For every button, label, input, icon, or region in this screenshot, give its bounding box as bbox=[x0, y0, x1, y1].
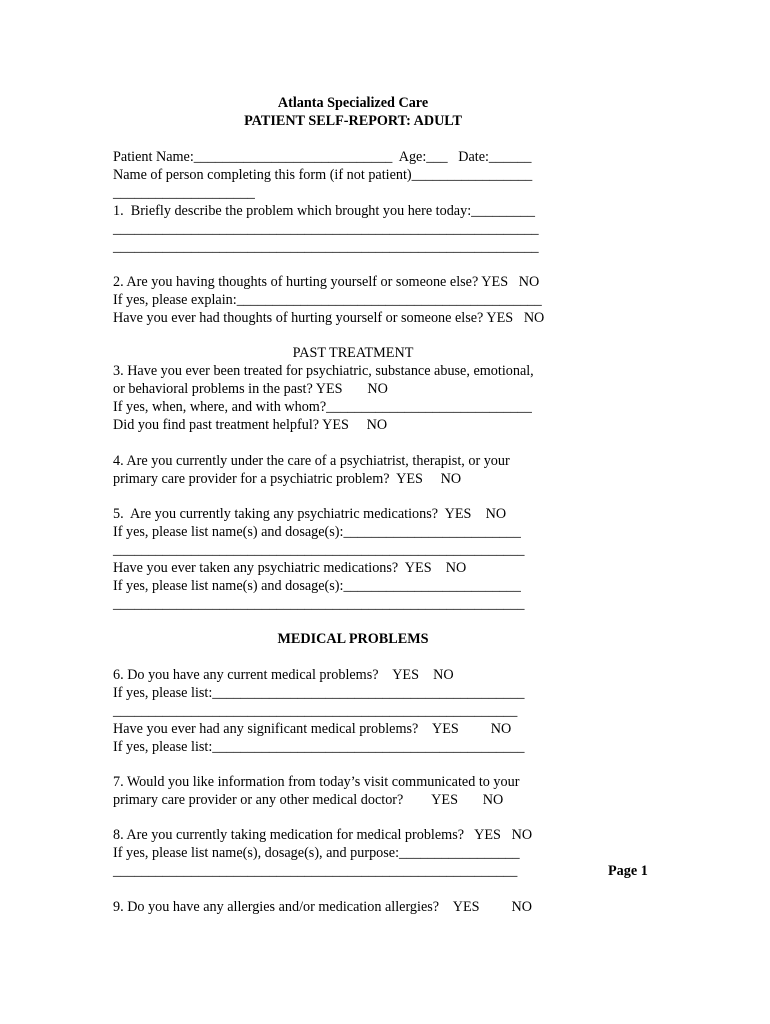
q6-line-2: If yes, please list:____________________________________________ bbox=[113, 685, 525, 701]
q3-line-4: Did you find past treatment helpful? YES NO bbox=[113, 417, 388, 433]
q2-ever-hurting-thoughts: Have you ever had thoughts of hurting yourself or someone else? YES NO bbox=[113, 310, 545, 326]
org-name: Atlanta Specialized Care bbox=[277, 95, 429, 111]
completer-name-continuation: ____________________ bbox=[113, 185, 255, 201]
q6-line-3: Have you ever had any significant medical problems? YES NO bbox=[113, 721, 512, 737]
q9-line-1: 9. Do you have any allergies and/or medication allergies? YES NO bbox=[113, 899, 532, 915]
q2-hurting-thoughts: 2. Are you having thoughts of hurting yourself or someone else? YES NO bbox=[113, 274, 540, 290]
q5-line-2: If yes, please list name(s) and dosage(s):_________________________ bbox=[113, 524, 521, 540]
q5-line-4: If yes, please list name(s) and dosage(s):_________________________ bbox=[113, 578, 521, 594]
q1-blank-line-1: ____________________________________________________________ bbox=[113, 221, 539, 237]
q7-line-1: 7. Would you like information from today’s visit communicated to your bbox=[113, 774, 520, 790]
q6-line-4: If yes, please list:____________________________________________ bbox=[113, 739, 525, 755]
q7-line-2: primary care provider or any other medical doctor? YES NO bbox=[113, 792, 504, 808]
q5-blank-line-2: __________________________________________________________ bbox=[113, 596, 525, 612]
q3-line-1: 3. Have you ever been treated for psychiatric, substance abuse, emotional, bbox=[113, 363, 534, 379]
patient-name-age-date-line: Patient Name:____________________________ Age:___ Date:______ bbox=[113, 149, 532, 165]
q5-line-3: Have you ever taken any psychiatric medications? YES NO bbox=[113, 560, 467, 576]
q5-line-1: 5. Are you currently taking any psychiatric medications? YES NO bbox=[113, 506, 507, 522]
q4-line-1: 4. Are you currently under the care of a psychiatrist, therapist, or your bbox=[113, 453, 510, 469]
q1-blank-line-2: ____________________________________________________________ bbox=[113, 239, 539, 255]
q8-line-1: 8. Are you currently taking medication for medical problems? YES NO bbox=[113, 827, 533, 843]
q6-blank-line: _________________________________________________________ bbox=[113, 703, 518, 719]
page-number: Page 1 bbox=[608, 863, 648, 879]
medical-problems-heading: MEDICAL PROBLEMS bbox=[277, 631, 429, 647]
q3-line-3: If yes, when, where, and with whom?_____________________________ bbox=[113, 399, 532, 415]
q4-line-2: primary care provider for a psychiatric problem? YES NO bbox=[113, 471, 462, 487]
q5-blank-line: __________________________________________________________ bbox=[113, 542, 525, 558]
q3-line-2: or behavioral problems in the past? YES NO bbox=[113, 381, 388, 397]
past-treatment-heading: PAST TREATMENT bbox=[292, 345, 414, 361]
q8-blank-line: _________________________________________________________ bbox=[113, 863, 518, 879]
q2-explain-line: If yes, please explain:___________________________________________ bbox=[113, 292, 542, 308]
q6-line-1: 6. Do you have any current medical problems? YES NO bbox=[113, 667, 454, 683]
form-title: PATIENT SELF-REPORT: ADULT bbox=[244, 113, 462, 129]
completer-name-line: Name of person completing this form (if not patient)_________________ bbox=[113, 167, 533, 183]
q1-problem-description: 1. Briefly describe the problem which brought you here today:_________ bbox=[113, 203, 535, 219]
q8-line-2: If yes, please list name(s), dosage(s), and purpose:_________________ bbox=[113, 845, 520, 861]
